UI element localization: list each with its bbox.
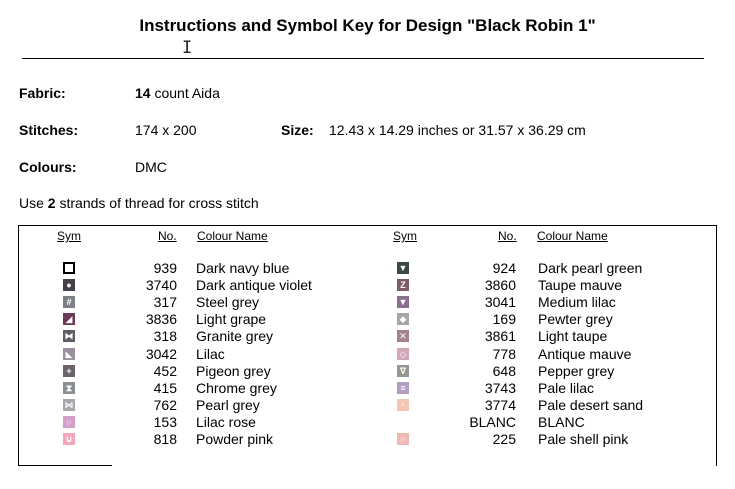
colour-name: Light taupe	[538, 328, 608, 345]
colour-name: Antique mauve	[538, 345, 632, 362]
key-row-right	[0, 294, 735, 311]
colour-name: Lilac	[196, 345, 225, 362]
colour-name: Powder pink	[196, 431, 274, 447]
page-title: Instructions and Symbol Key for Design "Black Robin 1"	[139, 16, 596, 35]
fabric-value	[135, 85, 220, 101]
dmc-number: 153	[153, 413, 177, 430]
blank-icon	[397, 416, 409, 428]
z-icon: Z	[397, 279, 409, 291]
key-row-right	[0, 380, 735, 397]
header-no-right: No.	[498, 229, 517, 243]
size-label: Size:	[281, 122, 314, 138]
dmc-number: 939	[153, 260, 177, 276]
circle-icon: ●	[63, 279, 75, 291]
dmc-number: BLANC	[469, 413, 516, 430]
dmc-number: 452	[153, 362, 177, 379]
dmc-number: 924	[492, 260, 516, 276]
colour-name: Pale shell pink	[538, 431, 629, 447]
key-row-right	[0, 328, 735, 345]
colour-name: Pepper grey	[538, 362, 615, 379]
bowtie-outline-icon: ⋈	[64, 399, 74, 410]
dmc-number: 3860	[484, 277, 516, 294]
key-row-right	[0, 311, 735, 328]
dmc-number: 3740	[145, 277, 177, 294]
cup-icon: ∪	[63, 433, 75, 445]
colour-name: BLANC	[538, 413, 585, 430]
bowtie-icon: ⧓	[64, 331, 74, 342]
dot-icon: ·	[397, 399, 409, 411]
hash-icon: #	[63, 296, 75, 308]
arch-icon: ∩	[397, 433, 409, 445]
dmc-number: 3861	[484, 328, 516, 345]
colour-name: Dark pearl green	[538, 260, 643, 276]
dmc-number: 762	[153, 396, 177, 413]
colour-name: Granite grey	[196, 328, 274, 345]
dmc-number: 3041	[484, 294, 516, 311]
down-triangle-icon: ▼	[398, 297, 408, 308]
dmc-number: 3743	[484, 379, 516, 396]
dmc-number: 3836	[145, 311, 177, 328]
colour-name: Dark navy blue	[196, 260, 290, 276]
stitches-label: Stitches:	[19, 122, 79, 138]
colour-name: Dark antique violet	[196, 277, 312, 294]
size-value: 12.43 x 14.29 inches or 31.57 x 36.29 cm	[329, 122, 586, 138]
colour-name: Lilac rose	[196, 413, 256, 430]
colour-name: Pale lilac	[538, 379, 595, 396]
dmc-number: 3042	[145, 345, 177, 362]
triangle-icon: ◢	[63, 313, 75, 325]
fabric-label: Fabric:	[19, 85, 66, 101]
dmc-number: 648	[492, 362, 516, 379]
dmc-number: 415	[153, 379, 177, 396]
colour-name: Pigeon grey	[196, 362, 271, 379]
key-row-right	[0, 346, 735, 363]
colours-value: DMC	[135, 159, 167, 175]
strands-instruction	[19, 195, 259, 211]
colour-name: Taupe mauve	[538, 277, 623, 294]
dmc-number: 225	[492, 431, 516, 447]
strands-count: 2	[47, 195, 56, 211]
colour-name: Steel grey	[196, 294, 260, 311]
shield-icon: ▼	[398, 263, 408, 273]
hourglass-icon: ⧗	[63, 382, 75, 394]
strands-suffix: strands of thread for cross stitch	[55, 195, 259, 211]
plus-icon: +	[63, 365, 75, 377]
key-row-right	[0, 414, 735, 431]
corner-triangle-icon: ◣	[63, 348, 75, 360]
nabla-icon: ∇	[397, 365, 409, 377]
key-row-right	[0, 397, 735, 414]
header-sym-right: Sym	[393, 229, 417, 243]
title-underline	[22, 58, 704, 59]
colour-name: Pewter grey	[538, 311, 613, 328]
key-row-right	[0, 363, 735, 380]
colour-name: Medium lilac	[538, 294, 616, 311]
dmc-number: 3774	[484, 396, 516, 413]
colours-label: Colours:	[19, 159, 77, 175]
bars-icon: ≡	[397, 382, 409, 394]
header-sym-left: Sym	[57, 229, 81, 243]
colour-name: Pearl grey	[196, 396, 260, 413]
key-row-right	[0, 277, 735, 294]
key-row-right	[0, 260, 735, 277]
header-name-left: Colour Name	[197, 229, 268, 243]
header-name-right: Colour Name	[537, 229, 608, 243]
fabric-count: 14	[135, 85, 151, 101]
colour-name: Pale desert sand	[538, 396, 644, 413]
key-row-right	[0, 431, 735, 448]
dmc-number: 818	[153, 431, 177, 447]
dmc-number: 169	[492, 311, 516, 328]
dmc-number: 318	[153, 328, 177, 345]
fabric-text: count Aida	[150, 85, 220, 101]
ring-icon: ○	[63, 416, 75, 428]
x-icon: ✕	[397, 330, 409, 342]
header-no-left: No.	[158, 229, 177, 243]
diamond-outline-icon: ◇	[397, 348, 409, 360]
table-bottom-rule	[18, 465, 112, 466]
colour-name: Chrome grey	[196, 379, 277, 396]
dmc-number: 778	[492, 345, 516, 362]
stitches-value: 174 x 200	[135, 122, 197, 138]
diamond-icon: ◆	[397, 313, 409, 325]
strands-prefix: Use	[19, 195, 48, 211]
colour-name: Light grape	[196, 311, 267, 328]
dmc-number: 317	[153, 294, 177, 311]
text-cursor-icon: I	[182, 38, 193, 58]
